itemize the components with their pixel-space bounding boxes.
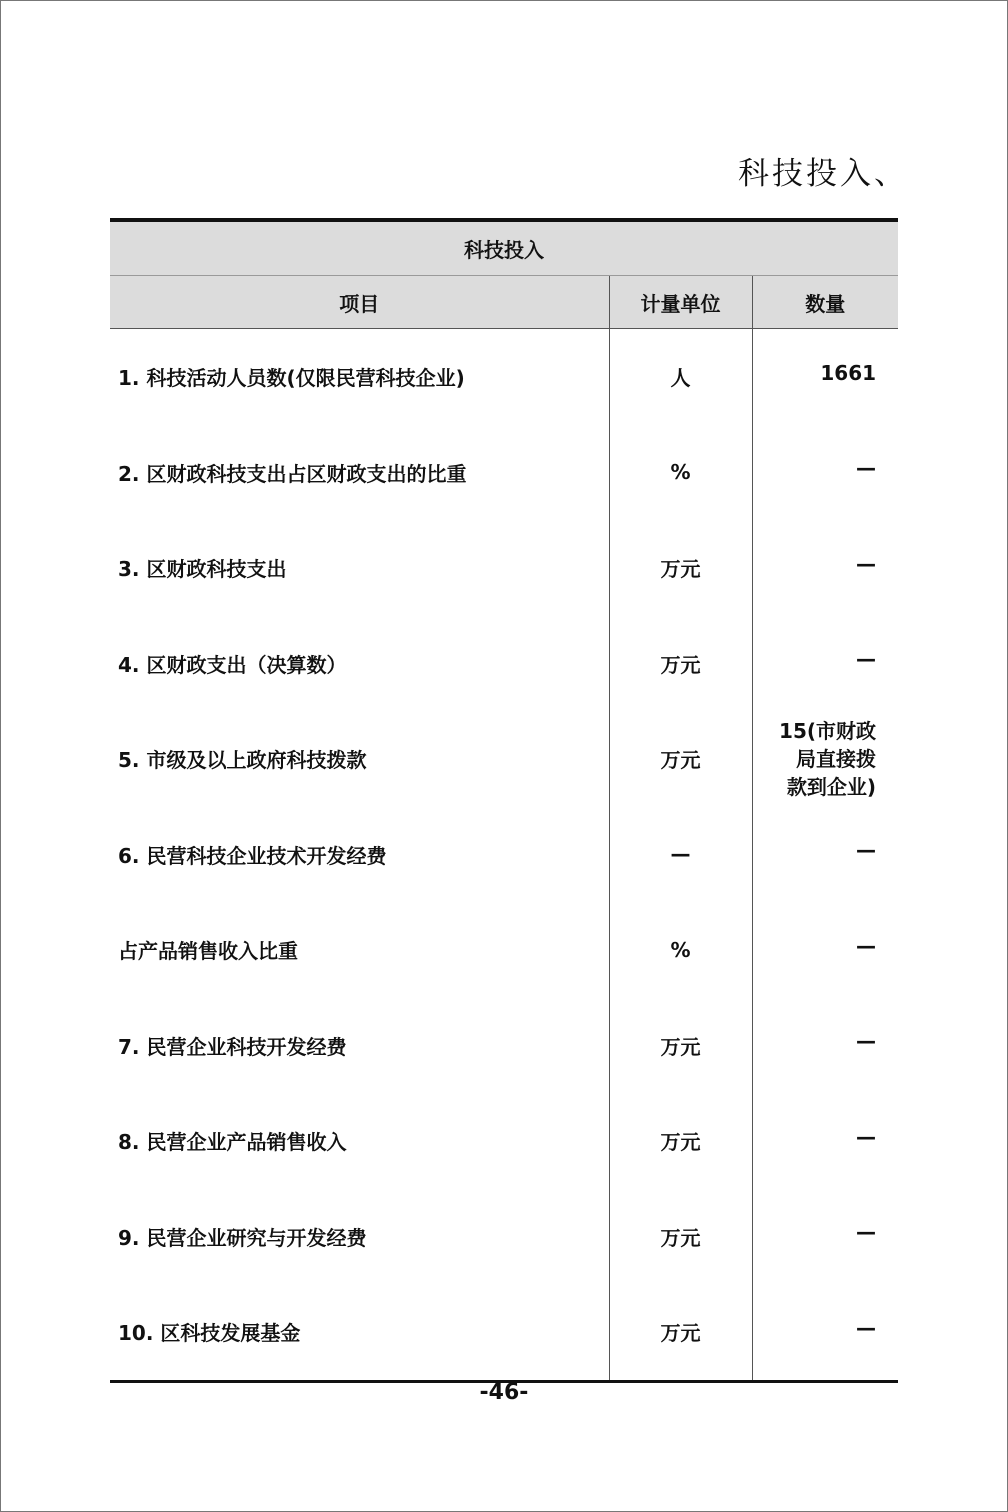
quantity-value: 1661 (820, 360, 877, 385)
item-cell: 5. 市级及以上政府科技拨款 (118, 748, 367, 773)
table-row (110, 616, 898, 712)
table-row (110, 425, 898, 521)
unit-cell: 万元 (609, 998, 752, 1094)
unit-cell: 万元 (609, 1284, 752, 1381)
quantity-cell (752, 1189, 898, 1285)
quantity-cell (752, 520, 898, 616)
table-row (110, 1189, 898, 1285)
quantity-cell (752, 902, 898, 998)
quantity-cell (752, 807, 898, 903)
column-header-unit: 计量单位 (609, 276, 752, 329)
table-row (110, 1284, 898, 1381)
quantity-cell (752, 616, 898, 712)
quantity-cell (752, 425, 898, 521)
unit-cell: 万元 (609, 711, 752, 807)
item-cell: 占产品销售收入比重 (118, 939, 298, 964)
quantity-value: — (856, 647, 877, 672)
quantity-cell (752, 998, 898, 1094)
item-cell: 7. 民营企业科技开发经费 (118, 1034, 347, 1059)
quantity-cell (752, 329, 898, 425)
table-column-header (110, 276, 898, 329)
table-row (110, 998, 898, 1094)
tech-investment-table (110, 218, 898, 1383)
quantity-value: — (856, 551, 877, 576)
unit-cell: — (609, 807, 752, 903)
table-row (110, 807, 898, 903)
table-row (110, 902, 898, 998)
quantity-value: — (856, 1029, 877, 1054)
unit-cell: 万元 (609, 1189, 752, 1285)
item-cell: 6. 民营科技企业技术开发经费 (118, 843, 387, 868)
quantity-value: — (856, 1220, 877, 1245)
unit-cell: % (609, 902, 752, 998)
quantity-line: 款到企业) (786, 774, 877, 799)
item-cell: 8. 民营企业产品销售收入 (118, 1130, 347, 1155)
column-header-quantity: 数量 (752, 276, 898, 329)
unit-cell: 万元 (609, 520, 752, 616)
quantity-cell (752, 1093, 898, 1189)
section-title: 科技投入 (110, 220, 898, 276)
column-header-item: 项目 (110, 276, 609, 329)
quantity-value: — (856, 1315, 877, 1340)
unit-cell: 万元 (609, 616, 752, 712)
table-row (110, 520, 898, 616)
quantity-line: 局直接拨 (796, 746, 877, 771)
table-row (110, 711, 898, 807)
item-cell: 10. 区科技发展基金 (118, 1321, 301, 1346)
item-cell: 9. 民营企业研究与开发经费 (118, 1225, 367, 1250)
table-row (110, 1093, 898, 1189)
quantity-value: — (856, 1124, 877, 1149)
page-heading: 科技投入、 (738, 156, 908, 192)
quantity-line: 15(市财政 (779, 718, 877, 743)
unit-cell: 人 (609, 329, 752, 425)
item-cell: 1. 科技活动人员数(仅限民营科技企业) (118, 366, 465, 391)
quantity-value: — (856, 838, 877, 863)
item-cell: 2. 区财政科技支出占区财政支出的比重 (118, 461, 467, 486)
quantity-value: — (856, 933, 877, 958)
quantity-value: — (856, 456, 877, 481)
item-cell: 3. 区财政科技支出 (118, 557, 287, 582)
table-section-header (110, 220, 898, 276)
quantity-cell (752, 1284, 898, 1381)
quantity-cell (752, 711, 898, 807)
unit-cell: % (609, 425, 752, 521)
table-row (110, 329, 898, 425)
item-cell: 4. 区财政支出（决算数） (118, 652, 347, 677)
unit-cell: 万元 (609, 1093, 752, 1189)
page-number: -46- (479, 1380, 529, 1405)
